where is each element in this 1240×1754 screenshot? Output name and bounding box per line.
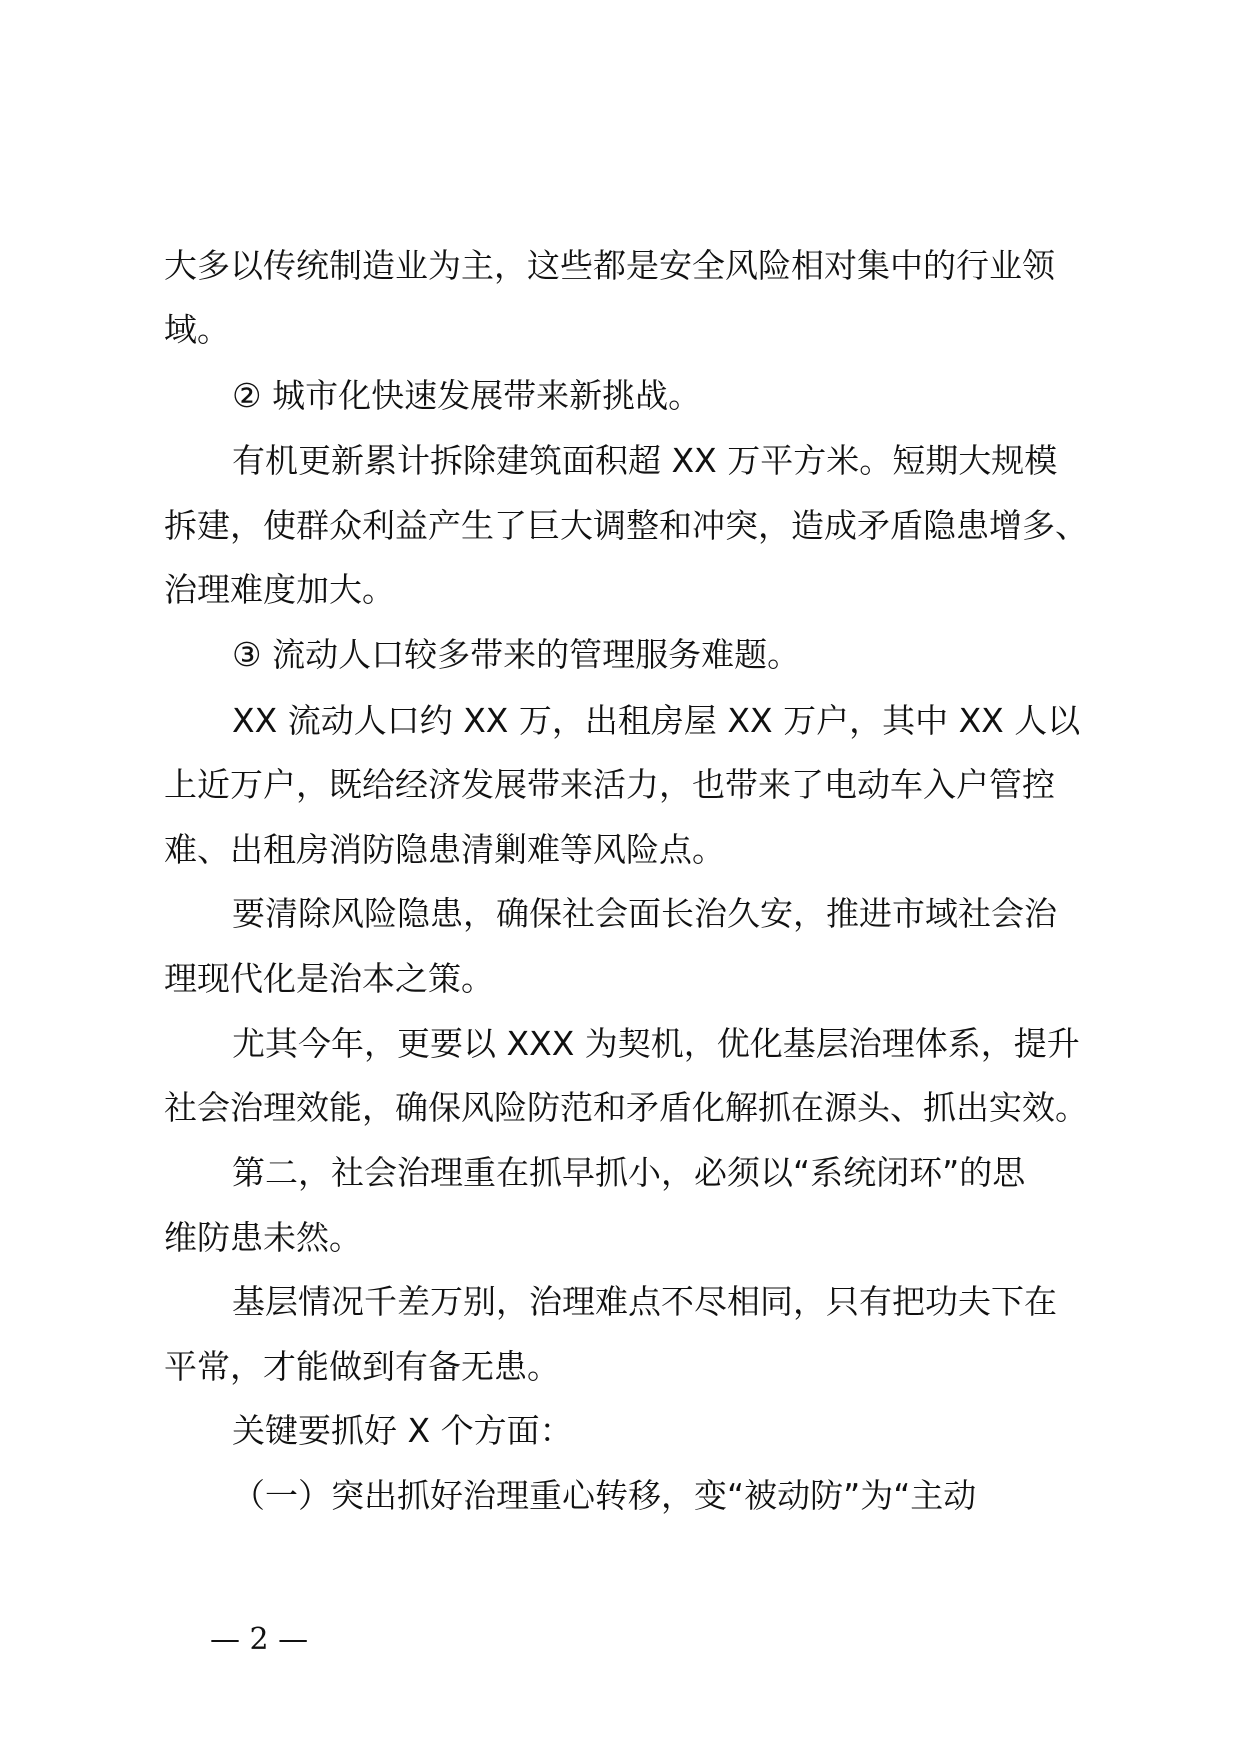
text-line-1: 大多以传统制造业为主，这些都是安全风险相对集中的行业领 xyxy=(164,246,1055,285)
heading-item-2: ② 城市化快速发展带来新挑战。 xyxy=(232,376,702,415)
text-line-6: 治理难度加大。 xyxy=(164,570,395,609)
text-line-10: 难、出租房消防隐患清剿难等风险点。 xyxy=(164,830,725,869)
text-line-14: 社会治理效能，确保风险防范和矛盾化解抓在源头、抓出实效。 xyxy=(164,1088,1088,1127)
text-line-13: 尤其今年，更要以 XXX 为契机，优化基层治理体系，提升 xyxy=(232,1024,1080,1063)
text-line-15: 第二，社会治理重在抓早抓小，必须以“系统闭环”的思 xyxy=(232,1153,1026,1192)
text-line-17: 基层情况千差万别，治理难点不尽相同，只有把功夫下在 xyxy=(232,1282,1057,1321)
text-line-18: 平常，才能做到有备无患。 xyxy=(164,1347,560,1386)
text-line-8: XX 流动人口约 XX 万，出租房屋 XX 万户，其中 XX 人以 xyxy=(232,701,1081,740)
section-heading-1: （一）突出抓好治理重心转移，变“被动防”为“主动 xyxy=(232,1476,977,1515)
page-number: — 2 — xyxy=(210,1622,309,1657)
text-line-11: 要清除风险隐患，确保社会面长治久安，推进市域社会治 xyxy=(232,894,1057,933)
text-line-9: 上近万户，既给经济发展带来活力，也带来了电动车入户管控 xyxy=(164,765,1055,804)
text-line-4: 有机更新累计拆除建筑面积超 XX 万平方米。短期大规模 xyxy=(232,441,1058,480)
text-line-16: 维防患未然。 xyxy=(164,1218,362,1257)
text-line-19: 关键要抓好 X 个方面： xyxy=(232,1411,573,1450)
text-line-5: 拆建，使群众利益产生了巨大调整和冲突，造成矛盾隐患增多、 xyxy=(164,506,1088,545)
text-line-2: 域。 xyxy=(164,310,230,349)
text-line-12: 理现代化是治本之策。 xyxy=(164,959,494,998)
heading-item-3: ③ 流动人口较多带来的管理服务难题。 xyxy=(232,635,801,674)
